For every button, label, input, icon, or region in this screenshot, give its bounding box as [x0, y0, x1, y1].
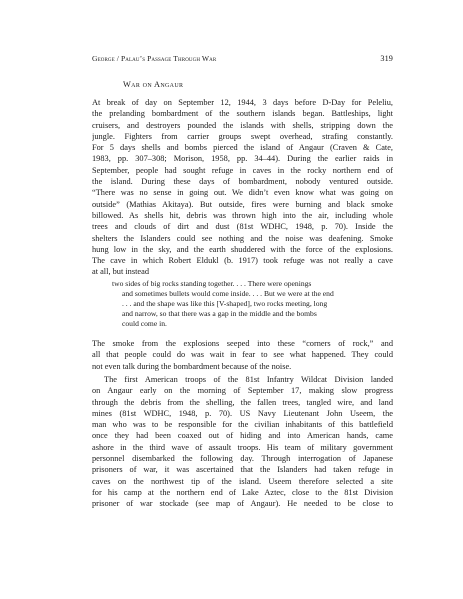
paragraph-landing — [92, 374, 393, 510]
quote-line: . . . and the shape was like this [V-shaped], two rocks meeting, long — [122, 299, 328, 309]
text-line: personnel disembarked the following day. Through interrogation of Japanese — [92, 454, 393, 464]
quote-line: two sides of big rocks standing together. . . . There were openings — [112, 279, 312, 288]
text-line: for his camp at the northern end of Lake Aztec, close to the 81st Division — [92, 487, 393, 497]
text-line: For 5 days shells and bombs pierced the island of Angaur (Craven & Cate, — [92, 143, 393, 153]
text-line: The cave in which Robert Eldukl (b. 1917) took refuge was not really a cave — [92, 256, 393, 266]
running-title: George / Palau’s Passage Through War — [92, 54, 217, 63]
text-line: not even talk during the bombardment because of the noise. — [92, 361, 292, 371]
text-line: At break of day on September 12, 1944, 3 days before D-Day for Peleliu, — [92, 98, 393, 107]
text-line: billowed. As shells hit, debris was thrown high into the air, including whole — [92, 210, 393, 220]
text-line: through the debris from the shelling, the fallen trees, tangled wire, and land — [92, 397, 393, 407]
text-line: at all, but instead — [92, 267, 150, 277]
paragraph-smoke — [92, 338, 393, 372]
text-line: The smoke from the explosions seeped into these “corners of rock,” and — [92, 339, 393, 348]
text-line: jungle. Fighters from carrier groups swept overhead, strafing constantly. — [92, 131, 393, 141]
page-number: 319 — [380, 54, 393, 63]
quote-line: and narrow, so that there was a gap in the middle and the bombs — [122, 309, 317, 319]
text-line: ashore in the third wave of assault troops. His team of military government — [92, 442, 393, 452]
text-line: once they had been coaxed out of hiding and into American hands, came — [92, 431, 393, 441]
text-line: prisoner of war stockade (see map of Angaur). He needed to be close to — [92, 499, 393, 509]
text-line: the prelanding bombardment of the southern islands began. Battleships, light — [92, 109, 393, 119]
text-line: September, people had sought refuge in caves in the rocky northern end of — [92, 165, 393, 175]
paragraph-bombardment — [92, 97, 393, 278]
quote-line: could come in. — [122, 319, 167, 329]
text-line: The first American troops of the 81st Infantry Wildcat Division landed — [104, 375, 393, 384]
text-line: man who was to be responsible for the civilian inhabitants of this battlefield — [92, 420, 393, 430]
quote-line: and sometimes bullets would come inside. . . . But we were at the end — [122, 289, 334, 299]
running-header — [92, 54, 393, 66]
text-line: 1983, pp. 307–308; Morison, 1958, pp. 34–44). During the earlier raids in — [92, 154, 393, 164]
text-line: all that people could do was wait in fear to see what happened. They could — [92, 350, 393, 360]
text-line: the island. During these days of bombardment, nobody ventured outside. — [92, 177, 393, 187]
text-line: cruisers, and destroyers pounded the islands with shells, stripping down the — [92, 120, 393, 130]
text-line: mines (81st WDHC, 1948, p. 70). US Navy Lieutenant John Useem, the — [92, 408, 393, 418]
text-line: shelters the Islanders could see nothing and the noise was deafening. Smoke — [92, 233, 393, 243]
text-line: prisoners of war, it was ascertained that the Islanders had taken refuge in — [92, 465, 393, 475]
text-line: hung low in the sky, and the earth shuddered with the force of the explosions. — [92, 244, 393, 254]
text-line: caves on the northwest tip of the island. Useem therefore selected a site — [92, 476, 393, 486]
text-line: “There was no sense in going out. We didn’t even know what was going on — [92, 188, 393, 198]
text-line: on Angaur early on the morning of September 17, making slow progress — [92, 386, 393, 396]
text-line: outside” (Mathias Akitaya). But outside, fires were burning and black smoke — [92, 199, 393, 209]
section-title: War on Angaur — [123, 80, 184, 89]
block-quote — [112, 279, 387, 329]
text-line: trees and clouds of dirt and dust (81st WDHC, 1948, p. 70). Inside the — [92, 222, 393, 232]
